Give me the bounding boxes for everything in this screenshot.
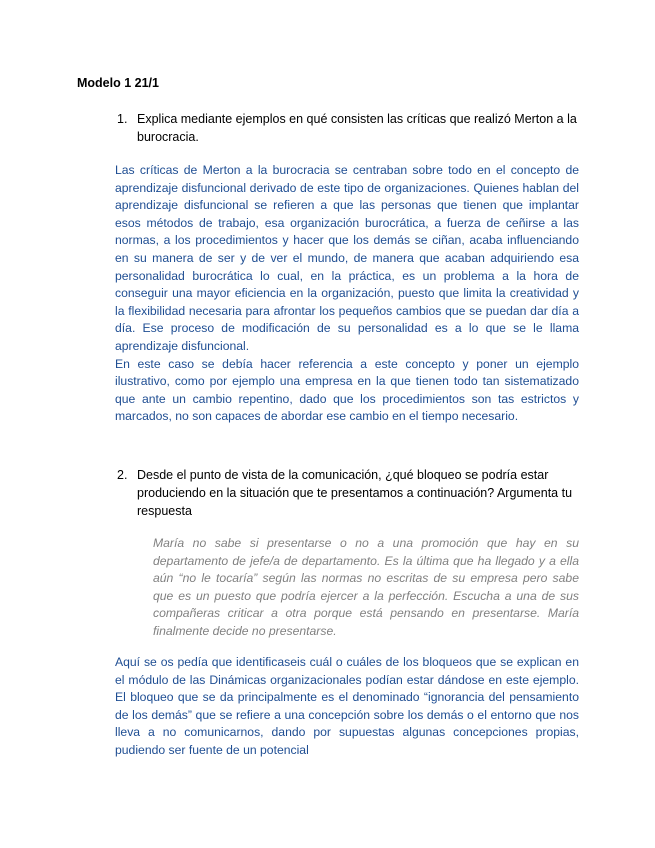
question-2-number: 2. <box>117 468 128 482</box>
answer-2: Aquí se os pedía que identificaseis cuál o cuáles de los bloqueos que se explican en el módulo de las Dinámicas organizacionales podían estar dándose en este ejemplo. El bloqueo que se da principalmente es el denominado “ignorancia del pensamiento de los demás” que se refiere a una concepción sobre los demás o el entorno que nos lleva a no comunicarnos, dando por supuestas algunas concepciones propias, pudiendo ser fuente de un potencial <box>115 655 579 757</box>
document-title: Modelo 1 21/1 <box>77 76 159 90</box>
case-quote: María no sabe si presentarse o no a una promoción que hay en su departamento de jefe/a de departamento. Es la última que ha llegado y a ella aún “no le tocaría” según las normas no escritas de su empresa pero sabe que es un puesto que podría ejercer a la perfección. Escucha a una de sus compañeras criticar a otra porque está pensando en presentarse. María finalmente decide no presentarse. <box>153 536 579 638</box>
question-1-number: 1. <box>117 112 128 126</box>
question-1-text: Explica mediante ejemplos en qué consisten las críticas que realizó Merton a la burocracia. <box>137 112 577 144</box>
answer-1-paragraph-2: En este caso se debía hacer referencia a este concepto y poner un ejemplo ilustrativo, como por ejemplo una empresa en la que tienen todo tan sistematizado que ante un cambio repentino, dado que los procedimientos son tas estrictos y marcados, no son capaces de abordar ese cambio en el tiempo necesario. <box>115 356 579 424</box>
question-2-text: Desde el punto de vista de la comunicación, ¿qué bloqueo se podría estar produciendo en la situación que te presentamos a continuación? Argumenta tu respuesta <box>137 468 573 518</box>
answer-1-paragraph-1: Las críticas de Merton a la burocracia se centraban sobre todo en el concepto de aprendizaje disfuncional derivado de este tipo de organizaciones. Quienes hablan del aprendizaje disfuncional se refieren a que las personas que tienen que implantar esos métodos de trabajo, esa organización burocrática, a fuerza de ceñirse a las normas, a los procedimientos y hacer que los demás se ciñan, acaba influenciando en su manera de ser y de ver el mundo, de manera que acaban adquiriendo esa personalidad burocrática lo cual, en la práctica, es un problema a la hora de conseguir una mayor eficiencia en la organización, puesto que limita la creatividad y la flexibilidad necesaria para afrontar los pequeños cambios que se puedan dar día a día. Ese proceso de modificación de su personalidad es a lo que se le llama aprendizaje disfuncional. <box>115 163 579 353</box>
answer-1 <box>115 162 579 426</box>
